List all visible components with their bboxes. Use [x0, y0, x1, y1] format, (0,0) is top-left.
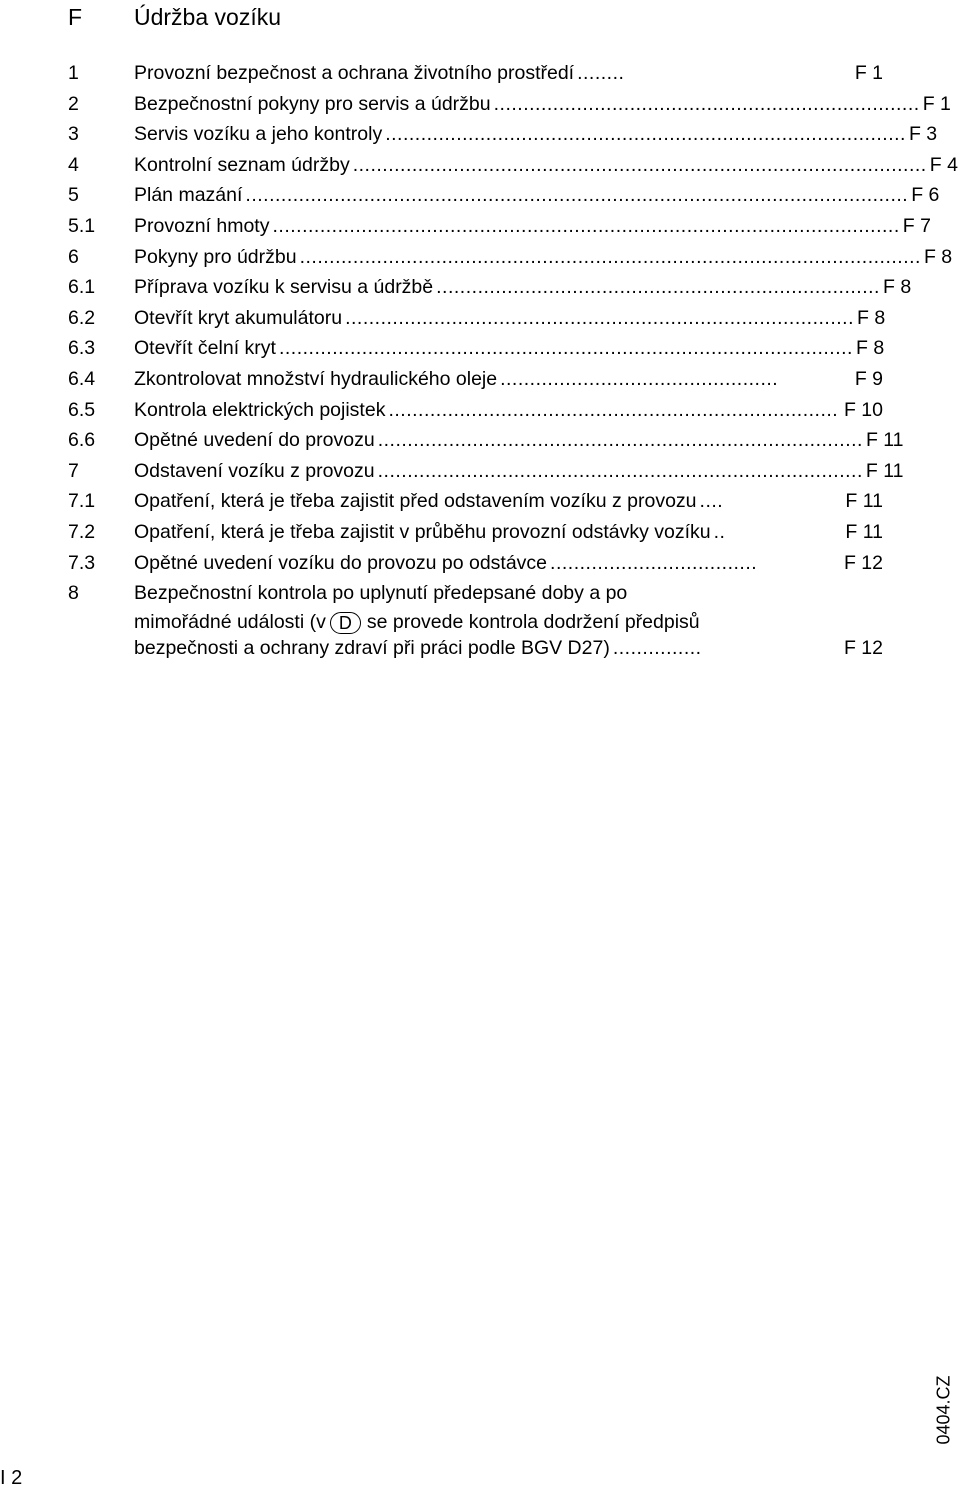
toc-entry-6-1[interactable] [68, 272, 912, 303]
toc-page-ref: F 11 [845, 520, 883, 543]
toc-dot-leader: .. [713, 520, 726, 543]
toc-entry-title: Provozní bezpečnost a ochrana životního prostředí [134, 62, 575, 84]
toc-entry-number: 1 [68, 62, 79, 84]
toc-entry-title: Opatření, která je třeba zajistit před odstavením vozíku z provozu [134, 490, 697, 513]
toc-page-ref: F 8 [857, 306, 886, 329]
country-code-badge: D [330, 612, 361, 634]
toc-entry-title: Opětné uvedení vozíku do provozu po odstávce [134, 551, 548, 574]
toc-dot-leader: ...................................................................................... [345, 306, 855, 329]
toc-dot-leader: ................................... [550, 551, 758, 574]
toc-entry-title: Kontrolní seznam údržby [134, 153, 350, 176]
toc-entry-6-5[interactable] [68, 395, 883, 426]
toc-entry-number: 6.4 [68, 367, 96, 390]
toc-page-ref: F 7 [902, 214, 931, 237]
toc-page-ref: F 11 [845, 490, 883, 513]
toc-dot-leader: ................................................................................................. [278, 337, 853, 360]
toc-entry-number: 6.3 [68, 337, 96, 360]
toc-entry-title: Odstavení vozíku z provozu [134, 459, 375, 482]
toc-entry-title-line: se provede kontrola dodržení předpisů [366, 610, 700, 633]
toc-entry-title-line: Bezpečnostní kontrola po uplynutí předepsané doby a po [134, 582, 628, 605]
toc-entry-number: 6.5 [68, 398, 96, 421]
toc-entry-title: Pokyny pro údržbu [134, 245, 297, 268]
toc-entry-title: Příprava vozíku k servisu a údržbě [134, 276, 434, 299]
toc-entry-title: Plán mazání [134, 184, 243, 207]
toc-entry-number: 6.1 [68, 276, 96, 299]
toc-page-ref: F 11 [865, 459, 904, 482]
toc-entry-number: 5.1 [68, 214, 96, 237]
toc-entry-title: Otevřít kryt akumulátoru [134, 306, 343, 329]
toc-dot-leader: ........................................................................... [436, 276, 880, 299]
toc-entry-4[interactable] [68, 150, 958, 181]
toc-page-ref: F 12 [843, 551, 883, 574]
toc-entry-number: 6.6 [68, 429, 96, 452]
toc-entry-title: Bezpečnostní pokyny pro servis a údržbu [134, 92, 491, 115]
toc-entry-title: Kontrola elektrických pojistek [134, 398, 386, 421]
chapter-title: Údržba vozíku [134, 4, 282, 30]
toc-page-ref: F 8 [882, 276, 912, 299]
toc-page-ref: F 8 [923, 245, 953, 268]
toc-entry-title: Provozní hmoty [134, 214, 270, 237]
toc-entry-title-line: mimořádné události (v [134, 610, 326, 633]
toc-dot-leader: ................................................................................................. [352, 153, 927, 176]
toc-page-ref: F 1 [854, 62, 883, 84]
toc-entry-number: 5 [68, 184, 79, 207]
toc-entry-title-line: bezpečnosti a ochrany zdraví při práci podle BGV D27) [134, 637, 610, 660]
toc-dot-leader: ......................................................................................................... [299, 245, 921, 268]
toc-page-ref: F 6 [911, 184, 940, 207]
toc-entry-7-1[interactable] [68, 486, 883, 517]
toc-page-ref: F 10 [843, 398, 883, 421]
toc-entry-number: 6 [68, 245, 79, 268]
toc-page-ref: F 1 [922, 92, 951, 115]
toc-entry-7-2[interactable] [68, 517, 883, 548]
toc-entry-number: 4 [68, 153, 79, 176]
toc-entry-1[interactable] [68, 58, 883, 89]
document-code: 0404.CZ [933, 1375, 954, 1445]
toc-entry-3[interactable] [68, 119, 938, 150]
toc-page-ref: F 3 [908, 123, 938, 146]
toc-dot-leader: .................................................................................. [377, 459, 863, 482]
toc-entry-number: 8 [68, 582, 79, 605]
toc-entry-title: Opětné uvedení do provozu [134, 429, 375, 452]
toc-dot-leader: ................................................................................................................ [245, 184, 909, 207]
toc-entry-number: 7.3 [68, 551, 96, 574]
toc-dot-leader: ............................................... [500, 367, 779, 390]
toc-entry-6-4[interactable] [68, 364, 883, 395]
toc-dot-leader: ........................................................................................ [385, 123, 906, 146]
page-number: I 2 [0, 1467, 23, 1489]
toc-entry-title: Otevřít čelní kryt [134, 337, 276, 360]
toc-entry-5[interactable] [68, 180, 940, 211]
toc-entry-number: 7 [68, 459, 79, 482]
table-of-contents [68, 58, 958, 662]
toc-entry-title: Zkontrolovat množství hydraulického oleje [134, 367, 498, 390]
toc-entry-number: 6.2 [68, 306, 96, 329]
toc-entry-number: 3 [68, 123, 79, 146]
toc-entry-number: 2 [68, 92, 79, 115]
toc-page-ref: F 12 [843, 637, 883, 660]
toc-entry-number: 7.2 [68, 520, 96, 543]
toc-dot-leader: ........ [577, 62, 625, 84]
toc-entry-title: Opatření, která je třeba zajistit v průběhu provozní odstávky vozíku [134, 520, 711, 543]
toc-page-ref: F 8 [855, 337, 885, 360]
chapter-letter: F [68, 4, 83, 30]
toc-entry-6-3[interactable] [68, 333, 883, 364]
toc-entry-7[interactable] [68, 456, 904, 487]
toc-page-ref: F 4 [929, 153, 958, 176]
toc-entry-6[interactable] [68, 242, 953, 273]
toc-dot-leader: ........................................................................ [493, 92, 920, 115]
toc-entry-6-6[interactable] [68, 425, 904, 456]
toc-entry-number: 7.1 [68, 490, 96, 513]
toc-dot-leader: ............... [612, 637, 702, 660]
toc-dot-leader: .... [699, 490, 724, 513]
toc-dot-leader: ............................................................................ [388, 398, 839, 421]
toc-page-ref: F 9 [854, 367, 883, 390]
toc-entry-5-1[interactable] [68, 211, 931, 242]
toc-dot-leader: .................................................................................. [377, 429, 863, 452]
toc-entry-6-2[interactable] [68, 303, 886, 334]
toc-dot-leader: .......................................................................................................... [272, 214, 900, 237]
toc-entry-2[interactable] [68, 89, 951, 120]
toc-entry-title: Servis vozíku a jeho kontroly [134, 123, 383, 146]
toc-entry-8[interactable] [68, 578, 883, 662]
toc-entry-7-3[interactable] [68, 548, 883, 579]
toc-page-ref: F 11 [865, 429, 904, 452]
